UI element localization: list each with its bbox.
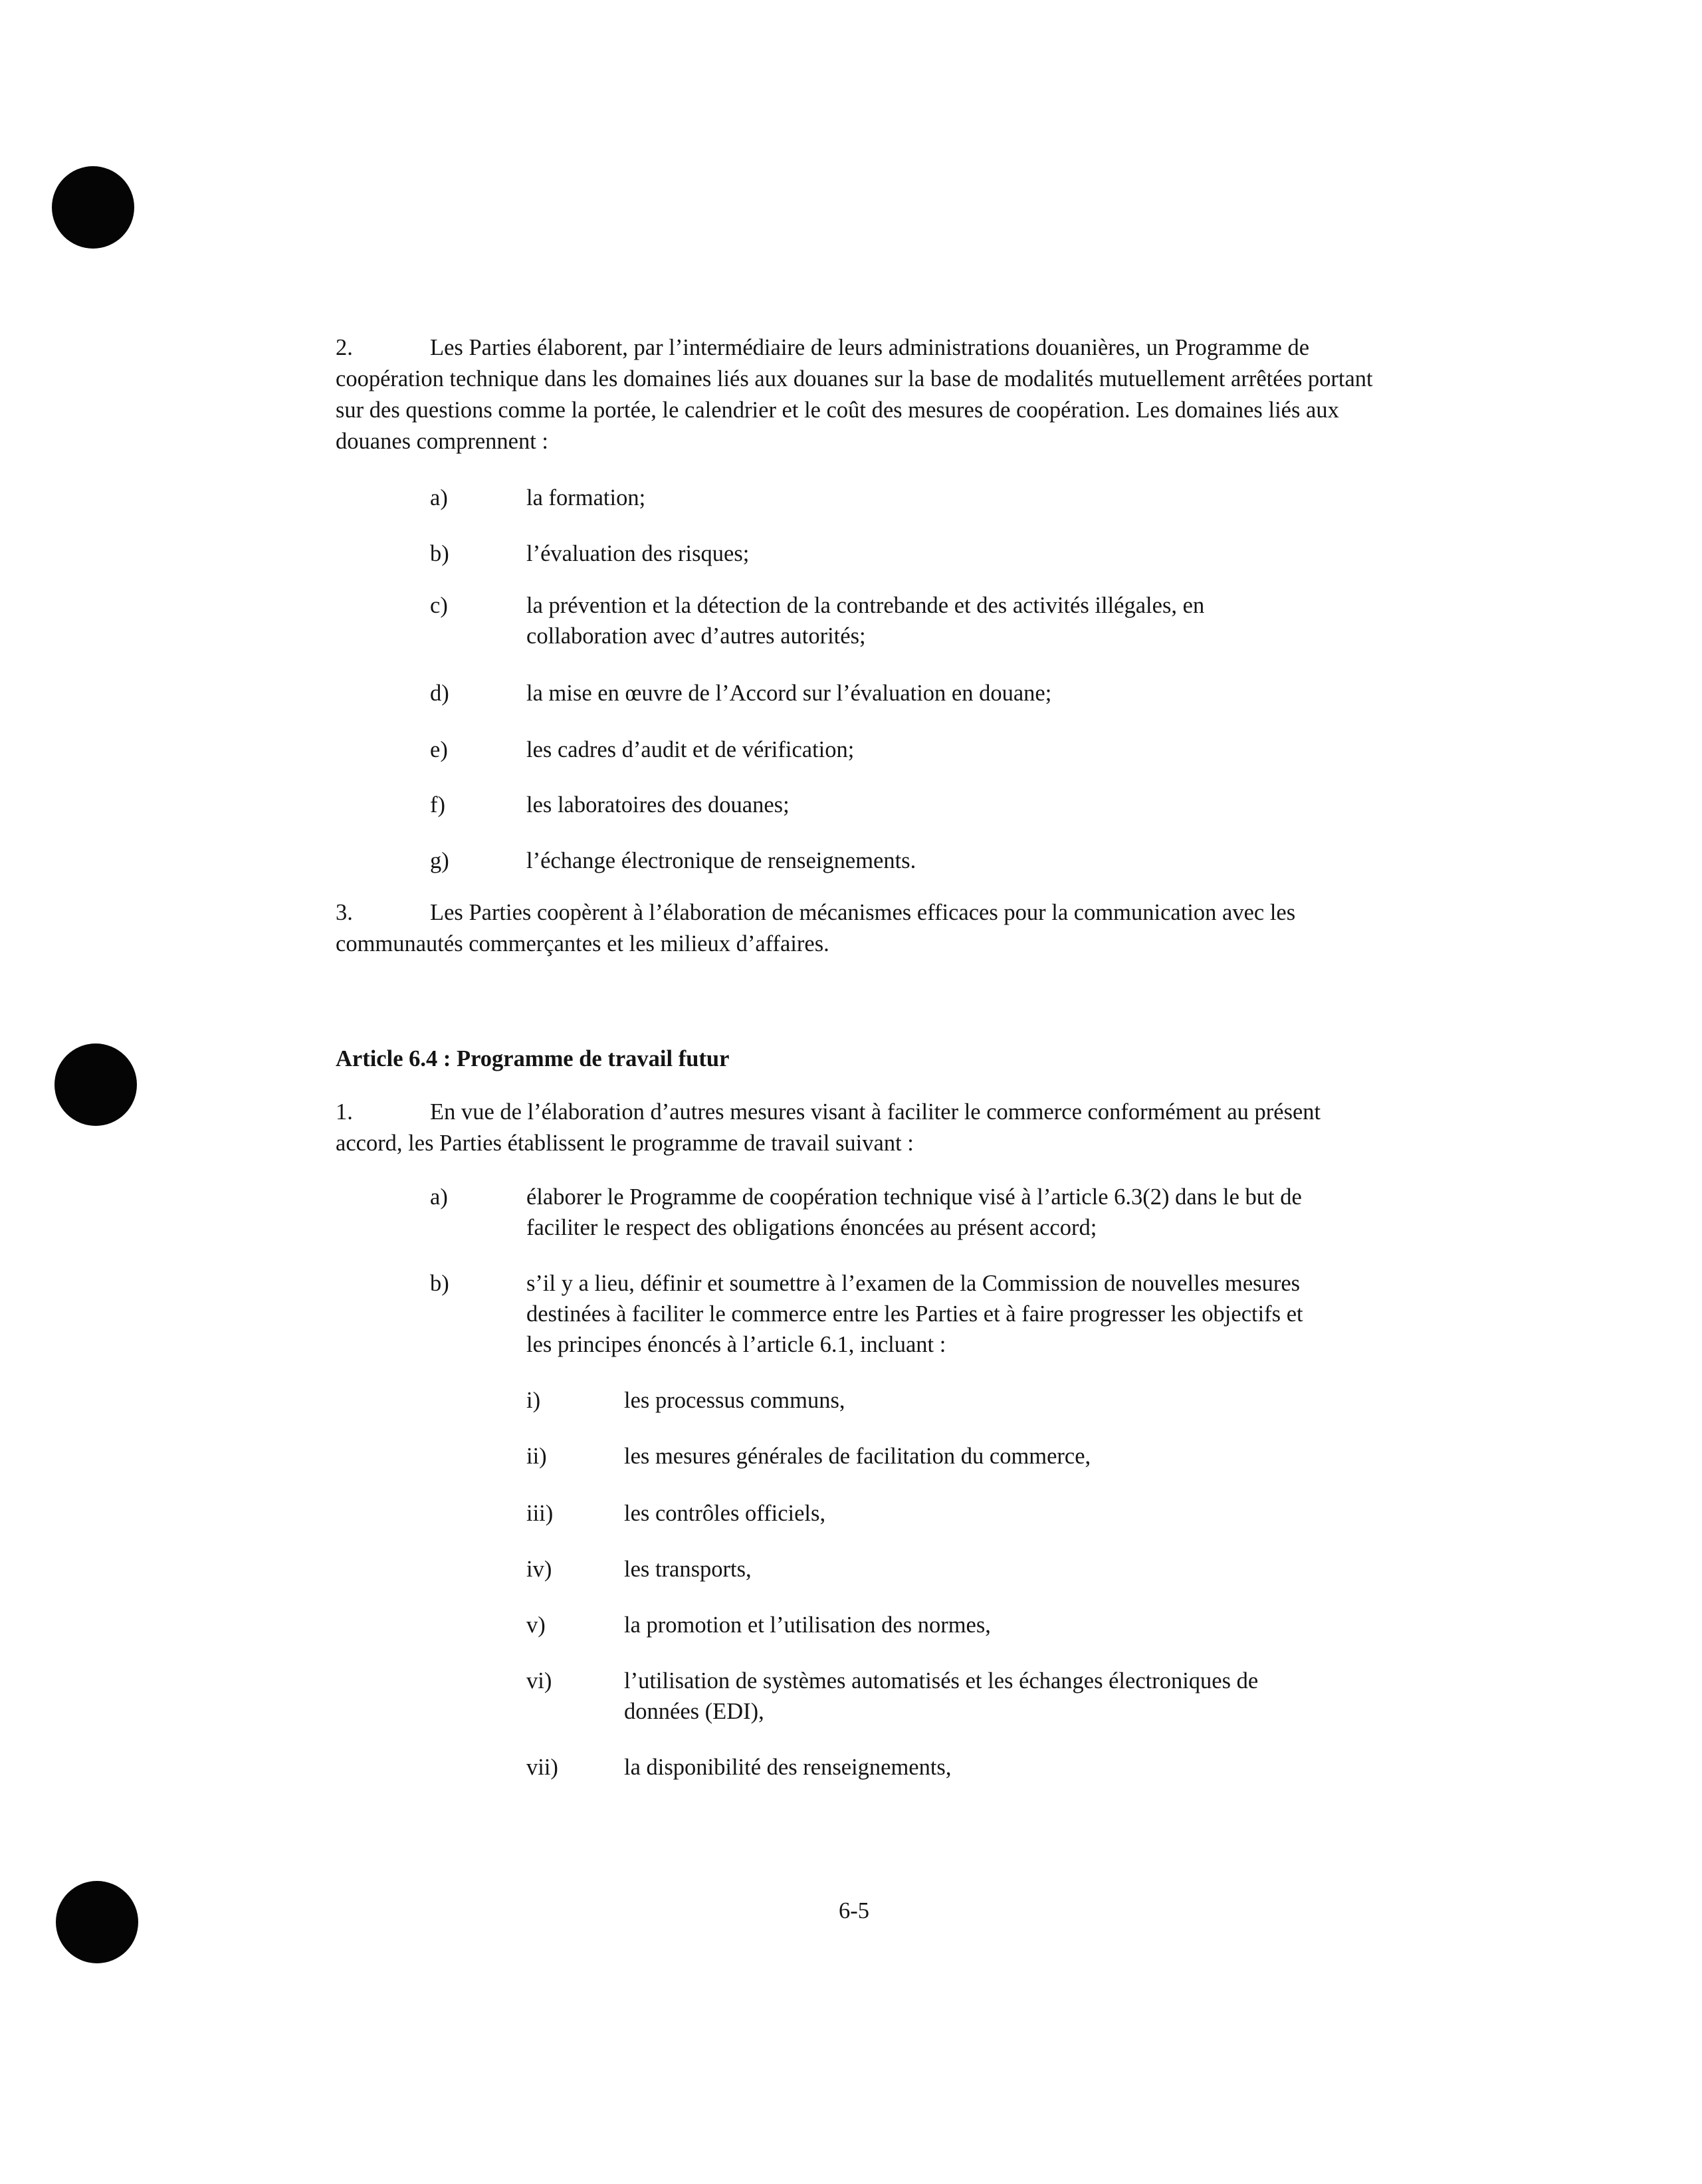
sub-list-item-label: vii) (526, 1755, 558, 1780)
list-item-label: b) (430, 1271, 449, 1296)
paragraph-6-4-1 (336, 1097, 1392, 1159)
list-item-text: l’échange électronique de renseignements. (526, 848, 916, 873)
sub-list-item-text: les processus communs, (624, 1388, 845, 1413)
list-item-label: d) (430, 681, 449, 706)
punch-hole (54, 1043, 137, 1126)
list-item-label: a) (430, 1184, 448, 1210)
list-item-label: b) (430, 541, 449, 566)
list-item-text: la prévention et la détection de la contrebande et des activités illégales, en collaboration avec d’autres autorités; (526, 593, 1205, 649)
paragraph-text: Les Parties élaborent, par l’intermédiaire de leurs administrations douanières, un Programme de coopération technique dans les domaines liés aux douanes sur la base de modalités mutuellement arrêtées portant sur des questions comme la portée, le calendrier et le coût des mesures de coopération. Les domaines liés aux douanes comprennent : (336, 335, 1373, 454)
list-item-text: élaborer le Programme de coopération technique visé à l’article 6.3(2) dans le but de faciliter le respect des obligations énoncées au présent accord; (526, 1184, 1302, 1240)
paragraph-text: En vue de l’élaboration d’autres mesures visant à faciliter le commerce conformément au présent accord, les Parties établissent le programme de travail suivant : (336, 1099, 1321, 1156)
sub-list-item-label: vi) (526, 1668, 552, 1693)
list-item-text: s’il y a lieu, définir et soumettre à l’examen de la Commission de nouvelles mesures destinées à faciliter le commerce entre les Parties et à faire progresser les objectifs et les principes énoncés à l’article 6.1, incluant : (526, 1271, 1303, 1357)
punch-hole (52, 166, 134, 249)
sub-list-item-text: les contrôles officiels, (624, 1501, 826, 1526)
article-heading: Article 6.4 : Programme de travail futur (336, 1046, 730, 1071)
list-item-label: e) (430, 737, 448, 762)
paragraph-6-3-2 (336, 332, 1392, 457)
list-item-text: la formation; (526, 485, 646, 510)
sub-list-item-label: iv) (526, 1557, 552, 1582)
punch-hole (56, 1881, 138, 1963)
list-item-text: la mise en œuvre de l’Accord sur l’évaluation en douane; (526, 681, 1052, 706)
sub-list-item-label: iii) (526, 1501, 554, 1526)
sub-list-item-text: la promotion et l’utilisation des normes, (624, 1612, 991, 1638)
sub-list-item-text: la disponibilité des renseignements, (624, 1755, 952, 1780)
list-item-label: g) (430, 848, 449, 873)
sub-list-item-text: les mesures générales de facilitation du commerce, (624, 1444, 1091, 1469)
sub-list-item-label: i) (526, 1388, 541, 1413)
sub-list-item-text: les transports, (624, 1557, 752, 1582)
page-number: 6-5 (839, 1898, 869, 1923)
paragraph-number: 1. (336, 1099, 353, 1125)
sub-list-item-label: v) (526, 1612, 546, 1638)
list-item-label: c) (430, 593, 448, 618)
paragraph-6-3-3 (336, 897, 1392, 960)
list-item-text: les laboratoires des douanes; (526, 792, 790, 818)
list-item-text: les cadres d’audit et de vérification; (526, 737, 855, 762)
list-item-label: f) (430, 792, 445, 818)
sub-list-item-label: ii) (526, 1444, 547, 1469)
paragraph-number: 2. (336, 335, 353, 360)
list-item-text: l’évaluation des risques; (526, 541, 750, 566)
paragraph-number: 3. (336, 900, 353, 925)
sub-list-item-text: l’utilisation de systèmes automatisés et les échanges électroniques de données (EDI), (624, 1668, 1259, 1724)
list-item-label: a) (430, 485, 448, 510)
paragraph-text: Les Parties coopèrent à l’élaboration de mécanismes efficaces pour la communication avec les communautés commerçantes et les milieux d’affaires. (336, 900, 1296, 956)
